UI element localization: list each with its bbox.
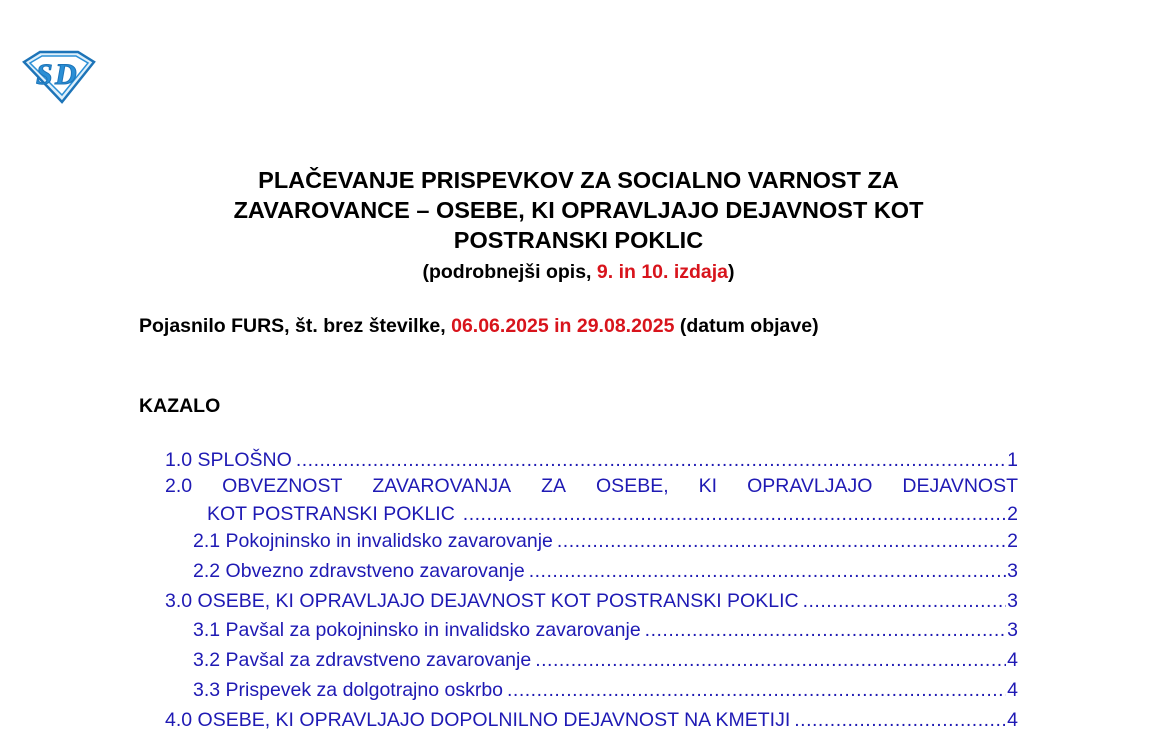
toc-leader-dots [794,706,1006,734]
title-line-2: ZAVAROVANCE – OSEBE, KI OPRAVLJAJO DEJAVNOST KOT [233,197,924,223]
toc-entry-label: 1.0 SPLOŠNO [165,449,292,471]
edition-label: 9. in 10. izdaja [596,261,729,283]
toc-leader-dots [529,557,1006,585]
toc-entry-2-0[interactable] [165,472,1018,528]
toc-entry-page: 2 [1007,503,1018,525]
toc-entry-page: 4 [1007,709,1018,731]
toc-entry-2-2[interactable] [193,557,1018,585]
svg-text:S: S [36,58,53,91]
title-line-1: PLAČEVANJE PRISPEVKOV ZA SOCIALNO VARNOST ZA [258,167,899,193]
toc-leader-dots [803,587,1007,615]
toc-entry-page: 4 [1007,679,1018,701]
subtitle-suffix: ) [728,261,735,283]
publication-dates: 06.06.2025 in 29.08.2025 [451,315,675,337]
toc-leader-dots [463,500,1006,528]
toc-entry-2-1[interactable] [193,527,1018,555]
toc-word: OBVEZNOST [222,475,343,497]
toc-entry-page: 3 [1007,619,1018,641]
toc-word: DEJAVNOST [902,475,1018,497]
document-subtitle [0,258,1157,286]
document-title [0,165,1157,255]
toc-entry-label: 2.1 Pokojninsko in invalidsko zavarovanje [193,530,553,552]
toc-leader-dots [535,646,1006,674]
toc-word: OSEBE, [596,475,669,497]
toc-word: ZAVAROVANJA [372,475,512,497]
clarification-prefix: Pojasnilo FURS, št. brez številke, [139,315,452,337]
svg-text:D: D [55,58,77,91]
toc-entry-3-1[interactable] [193,616,1018,644]
toc-entry-page: 1 [1007,449,1018,471]
toc-entry-label: 3.0 OSEBE, KI OPRAVLJAJO DEJAVNOST KOT POSTRANSKI POKLIC [165,590,799,612]
toc-entry-page: 4 [1007,649,1018,671]
toc-entry-page: 3 [1007,560,1018,582]
toc-word: 2.0 [165,475,193,497]
title-line-3: POSTRANSKI POKLIC [453,227,704,253]
toc-entry-label: 4.0 OSEBE, KI OPRAVLJAJO DOPOLNILNO DEJAVNOST NA KMETIJI [165,709,791,731]
toc-word: OPRAVLJAJO [747,475,873,497]
toc-entry-label-line2 [165,500,1018,528]
toc-entry-page: 2 [1007,530,1018,552]
toc-entry-1-0[interactable] [165,446,1018,474]
toc-word: ZA [541,475,567,497]
clarification-suffix: (datum objave) [674,315,819,337]
toc-entry-label: 3.1 Pavšal za pokojninsko in invalidsko zavarovanje [193,619,641,641]
toc-leader-dots [296,446,1006,474]
toc-entry-label: 3.2 Pavšal za zdravstveno zavarovanje [193,649,532,671]
toc-heading: KAZALO [139,395,221,417]
toc-entry-3-3[interactable] [193,676,1018,704]
toc-leader-dots [557,527,1006,555]
toc-leader-dots [645,616,1006,644]
toc-entry-label: 2.2 Obvezno zdravstveno zavarovanje [193,560,525,582]
toc-entry-4-0[interactable] [165,706,1018,734]
toc-entry-3-2[interactable] [193,646,1018,674]
toc-entry-page: 3 [1007,590,1018,612]
toc-entry-label: KOT POSTRANSKI POKLIC [207,503,455,525]
toc-word: KI [698,475,718,497]
toc-entry-label-line1 [165,472,1018,500]
toc-leader-dots [507,676,1006,704]
subtitle-prefix: (podrobnejši opis, [422,261,597,283]
clarification-line [139,312,819,340]
shield-sd-logo-icon [22,48,96,104]
toc-entry-label: 3.3 Prispevek za dolgotrajno oskrbo [193,679,504,701]
toc-entry-3-0[interactable] [165,587,1018,615]
